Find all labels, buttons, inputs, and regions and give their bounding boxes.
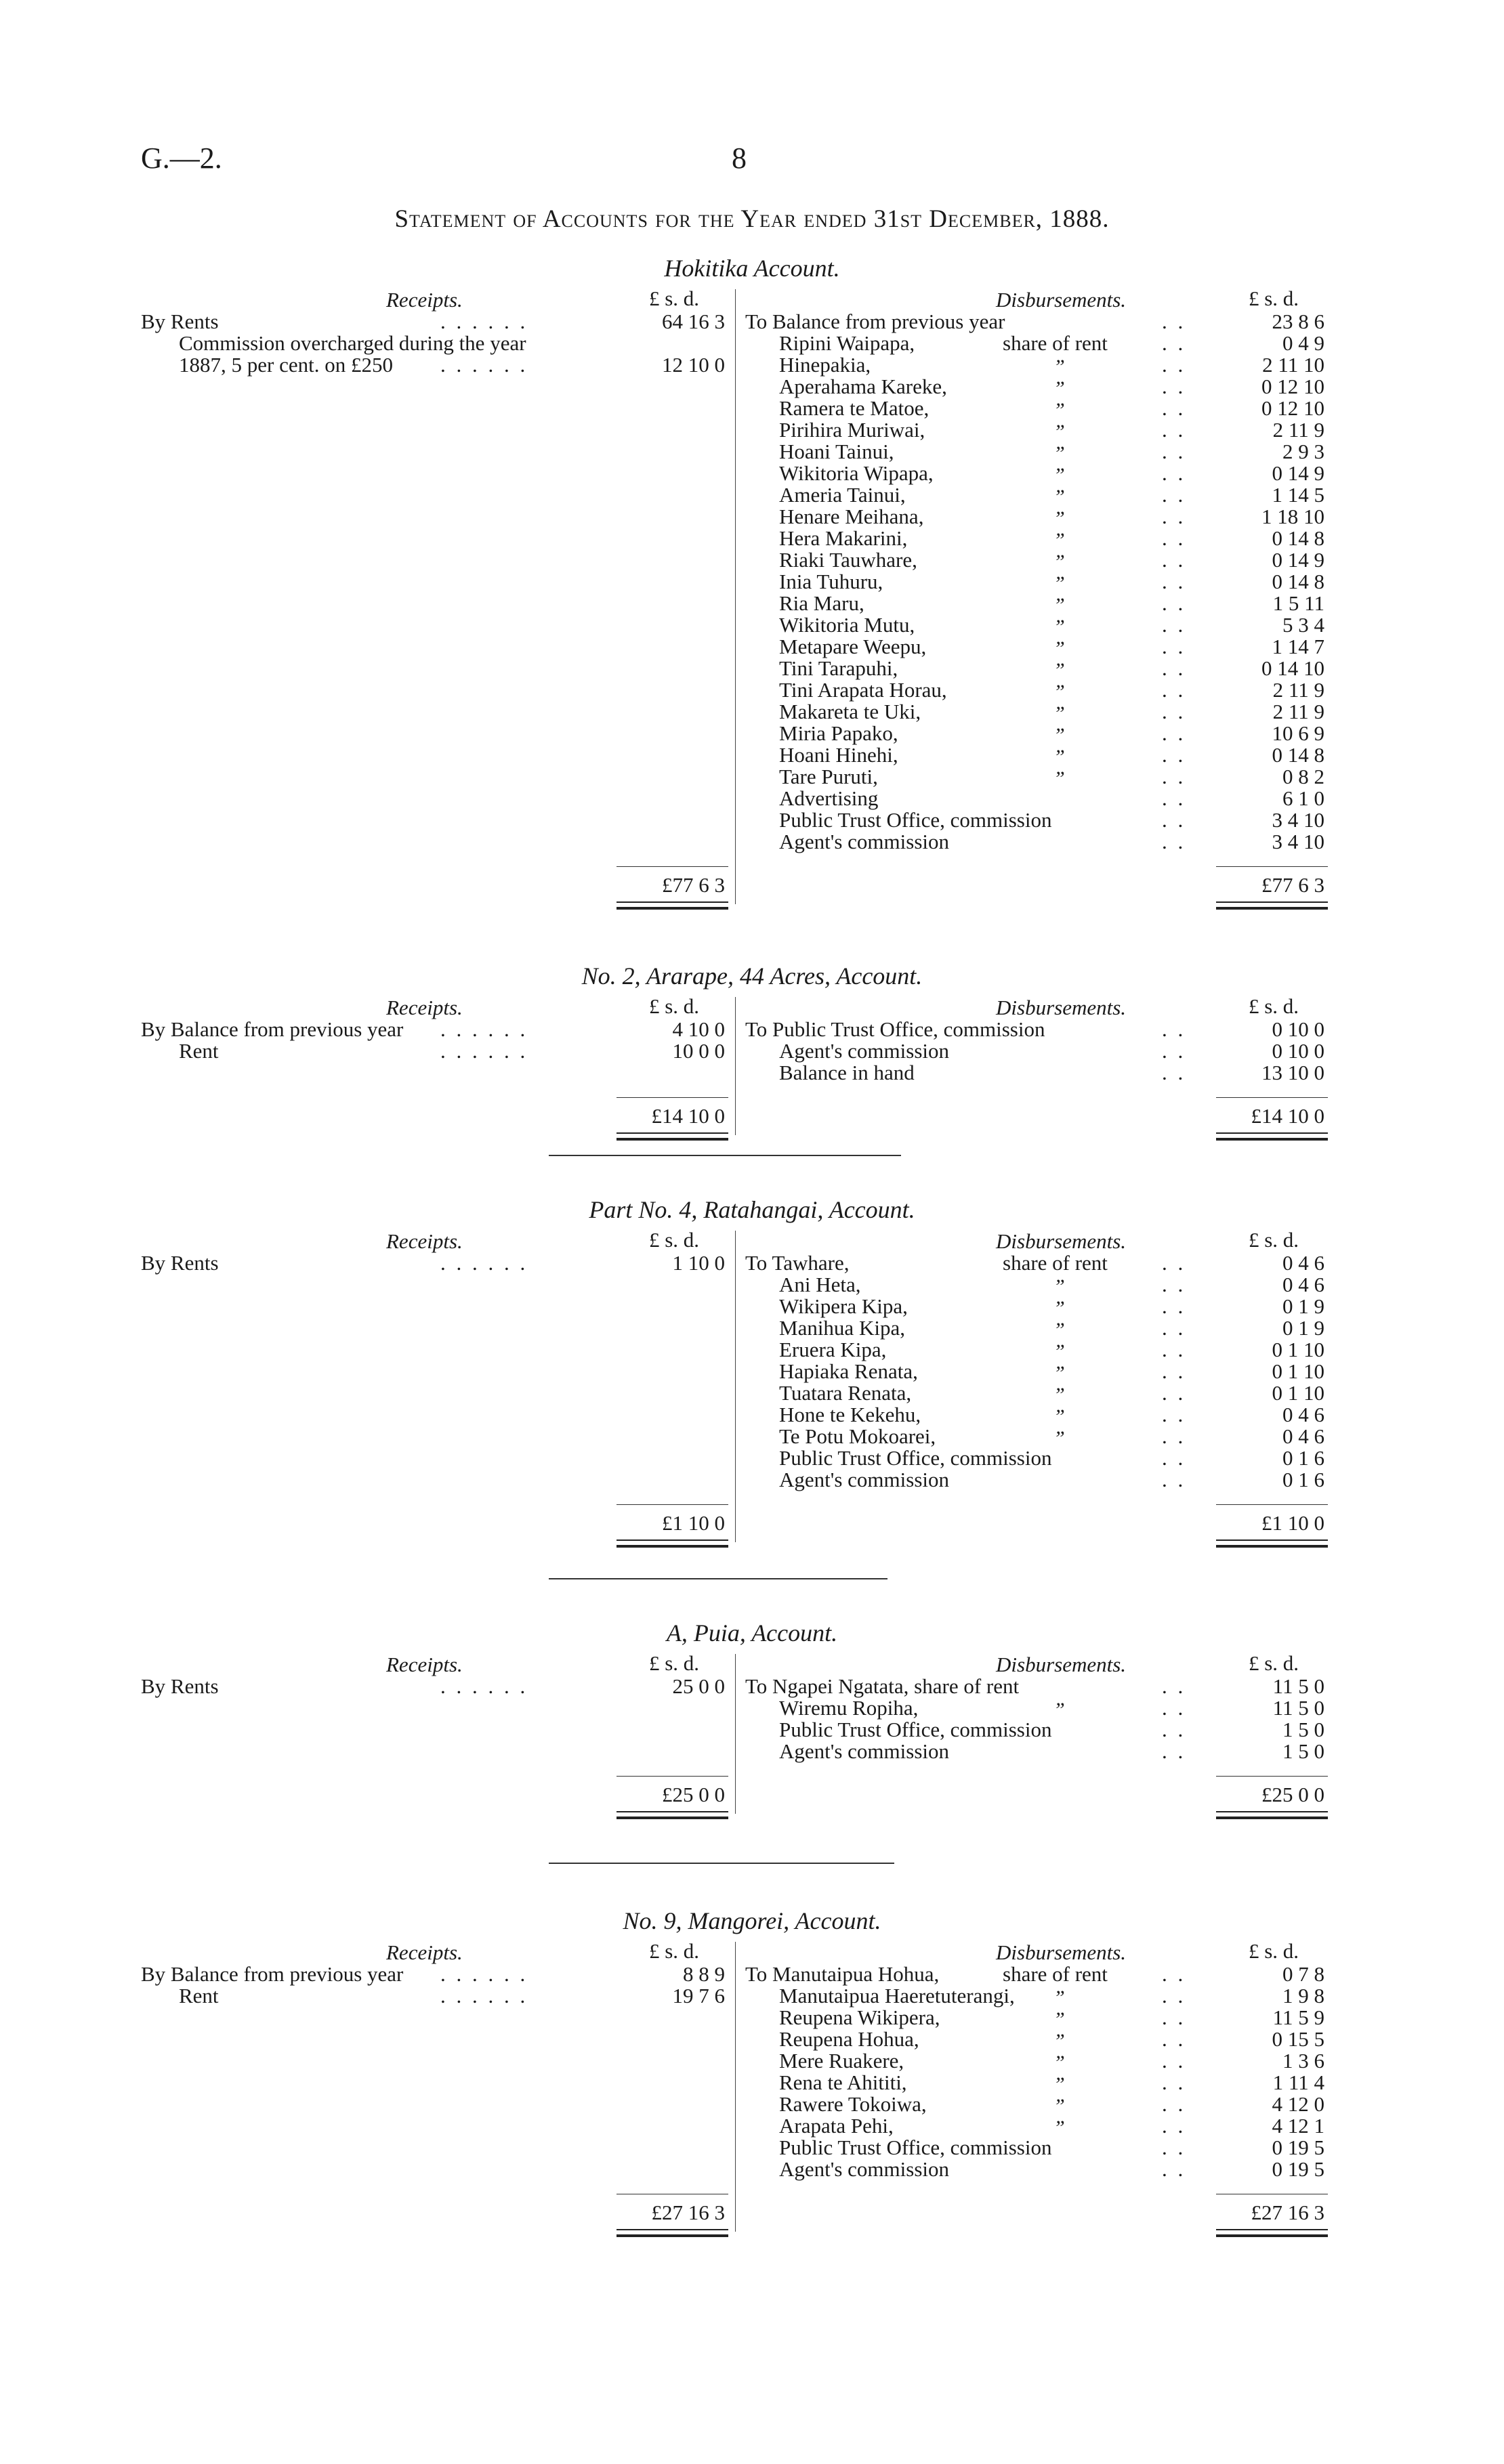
disbursements-total: £14 10 0 bbox=[1251, 1104, 1324, 1128]
column-divider bbox=[735, 289, 736, 904]
leader-dots: . . bbox=[1162, 2136, 1186, 2159]
disbursement-amount: 23 8 6 bbox=[1272, 310, 1324, 333]
disbursement-line: Public Trust Office, commission bbox=[779, 808, 1052, 832]
leader-dots: . . bbox=[1162, 1696, 1186, 1720]
ditto-mark: ” bbox=[1053, 2052, 1065, 2074]
disbursement-line: Te Potu Mokoarei, bbox=[779, 1424, 936, 1448]
disbursement-line: Hoani Hinehi, bbox=[779, 743, 898, 767]
disbursement-line: Tini Arapata Horau, bbox=[779, 678, 947, 702]
leader-dots: . . bbox=[1162, 1424, 1186, 1448]
disbursement-line: Arapata Pehi, bbox=[779, 2114, 894, 2138]
disbursement-line: Reupena Wikipera, bbox=[779, 2005, 940, 2029]
receipt-amount: 4 10 0 bbox=[672, 1017, 725, 1041]
ditto-mark: ” bbox=[1053, 616, 1065, 638]
account-title: No. 2, Ararape, 44 Acres, Account. bbox=[581, 962, 923, 990]
receipts-heading: Receipts. bbox=[386, 1940, 463, 1964]
receipts-total: £77 6 3 bbox=[662, 873, 725, 897]
receipt-amount: 25 0 0 bbox=[672, 1674, 725, 1698]
disbursement-line: Reupena Hohua, bbox=[779, 2027, 919, 2051]
disbursement-amount: 0 8 2 bbox=[1282, 765, 1324, 788]
disbursement-amount: 2 11 9 bbox=[1272, 678, 1324, 702]
currency-header: £ s. d. bbox=[648, 1651, 700, 1675]
leader-dots: . . bbox=[1162, 613, 1186, 637]
leader-dots: . . bbox=[1162, 2049, 1186, 2073]
column-divider bbox=[735, 1231, 736, 1542]
leader-dots: . . bbox=[1162, 483, 1186, 507]
disbursement-amount: 6 1 0 bbox=[1282, 786, 1324, 810]
total-rule bbox=[1216, 1776, 1328, 1777]
disbursements-heading: Disbursements. bbox=[996, 288, 1127, 312]
leader-dots: . . bbox=[1162, 1061, 1186, 1084]
receipt-line: By Rents bbox=[141, 310, 219, 333]
leader-dots: . . bbox=[1162, 310, 1186, 333]
ditto-mark: ” bbox=[1053, 2030, 1065, 2052]
disbursement-line: Ripini Waipapa, bbox=[779, 331, 915, 355]
disbursement-amount: 1 11 4 bbox=[1272, 2070, 1324, 2094]
ditto-mark: ” bbox=[1053, 572, 1065, 595]
disbursement-amount: 0 1 10 bbox=[1272, 1338, 1324, 1361]
leader-dots: . . bbox=[1162, 591, 1186, 615]
disbursement-line: Public Trust Office, commission bbox=[779, 2136, 1052, 2159]
ditto-mark: ” bbox=[1053, 1297, 1065, 1319]
leader-dots: . . bbox=[1162, 765, 1186, 788]
ditto-mark: ” bbox=[1053, 356, 1065, 378]
receipt-line: By Rents bbox=[141, 1674, 219, 1698]
ditto-mark: ” bbox=[1053, 746, 1065, 768]
disbursement-amount: 0 12 10 bbox=[1261, 396, 1324, 420]
disbursement-line: Ria Maru, bbox=[779, 591, 864, 615]
disbursement-line: Inia Tuhuru, bbox=[779, 570, 883, 593]
share-note: share of rent bbox=[1003, 1962, 1108, 1986]
leader-dots: . . bbox=[1162, 1403, 1186, 1426]
currency-header: £ s. d. bbox=[648, 1939, 700, 1963]
double-rule bbox=[617, 901, 728, 910]
currency-header: £ s. d. bbox=[1248, 1228, 1299, 1252]
leader-dots: . . bbox=[1162, 353, 1186, 377]
ditto-mark: ” bbox=[1053, 399, 1065, 421]
disbursement-line: Hapiaka Renata, bbox=[779, 1359, 918, 1383]
disbursement-line: Public Trust Office, commission bbox=[779, 1718, 1052, 1741]
leader-dots: . . bbox=[1162, 548, 1186, 572]
share-note: share of rent bbox=[1003, 331, 1108, 355]
disbursement-line: Makareta te Uki, bbox=[779, 700, 921, 723]
receipts-total: £27 16 3 bbox=[651, 2201, 725, 2224]
disbursements-total: £77 6 3 bbox=[1261, 873, 1324, 897]
disbursement-amount: 0 4 9 bbox=[1282, 331, 1324, 355]
disbursement-amount: 0 1 9 bbox=[1282, 1294, 1324, 1318]
leader-dots: . . bbox=[1162, 700, 1186, 723]
double-rule bbox=[617, 1539, 728, 1548]
disbursements-total: £25 0 0 bbox=[1261, 1783, 1324, 1806]
total-rule bbox=[617, 1776, 728, 1777]
disbursement-line: Advertising bbox=[779, 786, 879, 810]
disbursement-amount: 3 4 10 bbox=[1272, 830, 1324, 853]
leader-dots: . . bbox=[1162, 1718, 1186, 1741]
disbursement-amount: 0 4 6 bbox=[1282, 1251, 1324, 1275]
ditto-mark: ” bbox=[1053, 2073, 1065, 2096]
disbursement-line: To Balance from previous year bbox=[745, 310, 1005, 333]
disbursement-line: Manutaipua Haeretuterangi, bbox=[779, 1984, 1015, 2008]
receipt-amount: 10 0 0 bbox=[672, 1039, 725, 1063]
receipt-line: By Balance from previous year bbox=[141, 1017, 404, 1041]
leader-dots: . . . . . . bbox=[440, 1017, 528, 1041]
disbursement-line: Mere Ruakere, bbox=[779, 2049, 904, 2073]
leader-dots: . . bbox=[1162, 1316, 1186, 1340]
disbursement-line: Hone te Kekehu, bbox=[779, 1403, 921, 1426]
disbursement-amount: 0 19 5 bbox=[1272, 2157, 1324, 2181]
ditto-mark: ” bbox=[1053, 442, 1065, 465]
ditto-mark: ” bbox=[1053, 2117, 1065, 2139]
ditto-mark: ” bbox=[1053, 724, 1065, 746]
ditto-mark: ” bbox=[1053, 659, 1065, 681]
receipt-line: Rent bbox=[179, 1039, 219, 1063]
disbursement-line: Agent's commission bbox=[779, 830, 949, 853]
receipts-heading: Receipts. bbox=[386, 1229, 463, 1253]
ditto-mark: ” bbox=[1053, 594, 1065, 616]
leader-dots: . . bbox=[1162, 721, 1186, 745]
ditto-mark: ” bbox=[1053, 637, 1065, 660]
double-rule bbox=[1216, 2229, 1328, 2237]
statement-title: Statement of Accounts for the Year ended 31st December, 1888. bbox=[394, 205, 1110, 233]
leader-dots: . . bbox=[1162, 396, 1186, 420]
disbursements-total: £1 10 0 bbox=[1261, 1511, 1324, 1535]
ditto-mark: ” bbox=[1053, 681, 1065, 703]
total-rule bbox=[617, 1504, 728, 1505]
leader-dots: . . . . . . bbox=[440, 353, 528, 377]
leader-dots: . . bbox=[1162, 1381, 1186, 1405]
receipts-total: £1 10 0 bbox=[662, 1511, 725, 1535]
receipt-line: 1887, 5 per cent. on £250 bbox=[179, 353, 393, 377]
disbursement-amount: 0 4 6 bbox=[1282, 1424, 1324, 1448]
disbursement-amount: 0 1 10 bbox=[1272, 1359, 1324, 1383]
currency-header: £ s. d. bbox=[648, 1228, 700, 1252]
ditto-mark: ” bbox=[1053, 1384, 1065, 1406]
disbursement-line: Hera Makarini, bbox=[779, 526, 908, 550]
disbursement-line: Miria Papako, bbox=[779, 721, 898, 745]
ditto-mark: ” bbox=[1053, 377, 1065, 400]
receipts-total: £25 0 0 bbox=[662, 1783, 725, 1806]
section-separator bbox=[549, 1578, 887, 1579]
share-note: share of rent bbox=[1003, 1251, 1108, 1275]
ditto-mark: ” bbox=[1053, 1319, 1065, 1341]
leader-dots: . . bbox=[1162, 1294, 1186, 1318]
disbursement-amount: 11 5 0 bbox=[1272, 1674, 1324, 1698]
ditto-mark: ” bbox=[1053, 1699, 1065, 1721]
disbursement-line: Wikitoria Wipapa, bbox=[779, 461, 934, 485]
leader-dots: . . bbox=[1162, 1739, 1186, 1763]
leader-dots: . . bbox=[1162, 1962, 1186, 1986]
account-title: A, Puia, Account. bbox=[666, 1619, 838, 1647]
disbursement-line: Rawere Tokoiwa, bbox=[779, 2092, 927, 2116]
disbursement-amount: 0 14 10 bbox=[1261, 656, 1324, 680]
leader-dots: . . bbox=[1162, 1017, 1186, 1041]
disbursement-line: To Public Trust Office, commission bbox=[745, 1017, 1045, 1041]
disbursement-line: To Tawhare, bbox=[745, 1251, 850, 1275]
disbursement-line: Tini Tarapuhi, bbox=[779, 656, 898, 680]
total-rule bbox=[1216, 1097, 1328, 1098]
disbursement-amount: 0 14 8 bbox=[1272, 743, 1324, 767]
receipt-amount: 19 7 6 bbox=[672, 1984, 725, 2008]
disbursement-amount: 11 5 9 bbox=[1272, 2005, 1324, 2029]
leader-dots: . . bbox=[1162, 440, 1186, 463]
receipt-amount: 1 10 0 bbox=[672, 1251, 725, 1275]
disbursement-line: Balance in hand bbox=[779, 1061, 915, 1084]
leader-dots: . . bbox=[1162, 1359, 1186, 1383]
disbursement-line: Pirihira Muriwai, bbox=[779, 418, 925, 442]
double-rule bbox=[1216, 1539, 1328, 1548]
disbursement-line: Public Trust Office, commission bbox=[779, 1446, 1052, 1470]
leader-dots: . . . . . . bbox=[440, 310, 528, 333]
receipt-line: Rent bbox=[179, 1984, 219, 2008]
disbursement-amount: 1 5 11 bbox=[1272, 591, 1324, 615]
leader-dots: . . bbox=[1162, 1273, 1186, 1296]
leader-dots: . . bbox=[1162, 786, 1186, 810]
account-title: Hokitika Account. bbox=[664, 255, 840, 282]
ditto-mark: ” bbox=[1053, 767, 1065, 790]
disbursements-heading: Disbursements. bbox=[996, 1653, 1127, 1676]
ditto-mark: ” bbox=[1053, 529, 1065, 551]
disbursement-line: Riaki Tauwhare, bbox=[779, 548, 917, 572]
leader-dots: . . . . . . bbox=[440, 1251, 528, 1275]
receipt-amount: 12 10 0 bbox=[662, 353, 725, 377]
disbursement-line: To Ngapei Ngatata, share of rent bbox=[745, 1674, 1020, 1698]
disbursement-amount: 0 10 0 bbox=[1272, 1017, 1324, 1041]
leader-dots: . . bbox=[1162, 1039, 1186, 1063]
leader-dots: . . bbox=[1162, 2005, 1186, 2029]
currency-header: £ s. d. bbox=[1248, 286, 1299, 310]
account-title: Part No. 4, Ratahangai, Account. bbox=[589, 1196, 915, 1223]
leader-dots: . . . . . . bbox=[440, 1039, 528, 1063]
disbursement-line: To Manutaipua Hohua, bbox=[745, 1962, 940, 1986]
leader-dots: . . bbox=[1162, 526, 1186, 550]
disbursement-amount: 0 14 8 bbox=[1272, 526, 1324, 550]
leader-dots: . . bbox=[1162, 1338, 1186, 1361]
disbursement-line: Ani Heta, bbox=[779, 1273, 861, 1296]
receipt-amount: 64 16 3 bbox=[662, 310, 725, 333]
disbursement-amount: 1 5 0 bbox=[1282, 1718, 1324, 1741]
disbursement-amount: 3 4 10 bbox=[1272, 808, 1324, 832]
leader-dots: . . bbox=[1162, 656, 1186, 680]
ditto-mark: ” bbox=[1053, 486, 1065, 508]
disbursement-line: Ramera te Matoe, bbox=[779, 396, 929, 420]
leader-dots: . . bbox=[1162, 743, 1186, 767]
ditto-mark: ” bbox=[1053, 1362, 1065, 1384]
disbursement-line: Agent's commission bbox=[779, 2157, 949, 2181]
receipts-total: £14 10 0 bbox=[651, 1104, 725, 1128]
leader-dots: . . bbox=[1162, 830, 1186, 853]
disbursement-amount: 4 12 1 bbox=[1272, 2114, 1324, 2138]
disbursement-amount: 2 11 10 bbox=[1262, 353, 1324, 377]
disbursement-line: Agent's commission bbox=[779, 1468, 949, 1491]
disbursement-amount: 13 10 0 bbox=[1261, 1061, 1324, 1084]
leader-dots: . . bbox=[1162, 1984, 1186, 2008]
disbursement-amount: 11 5 0 bbox=[1272, 1696, 1324, 1720]
leader-dots: . . . . . . bbox=[440, 1984, 528, 2008]
page-ref: G.—2. bbox=[141, 142, 222, 175]
ditto-mark: ” bbox=[1053, 702, 1065, 725]
ditto-mark: ” bbox=[1053, 1427, 1065, 1449]
ditto-mark: ” bbox=[1053, 1275, 1065, 1298]
leader-dots: . . bbox=[1162, 375, 1186, 398]
receipts-heading: Receipts. bbox=[386, 1653, 463, 1676]
receipts-heading: Receipts. bbox=[386, 996, 463, 1019]
currency-header: £ s. d. bbox=[648, 286, 700, 310]
ditto-mark: ” bbox=[1053, 2095, 1065, 2117]
disbursement-line: Wikipera Kipa, bbox=[779, 1294, 908, 1318]
section-separator bbox=[549, 1863, 894, 1864]
leader-dots: . . bbox=[1162, 2027, 1186, 2051]
leader-dots: . . bbox=[1162, 418, 1186, 442]
disbursement-amount: 0 14 9 bbox=[1272, 461, 1324, 485]
leader-dots: . . bbox=[1162, 635, 1186, 658]
disbursement-line: Wiremu Ropiha, bbox=[779, 1696, 919, 1720]
total-rule bbox=[1216, 866, 1328, 867]
ditto-mark: ” bbox=[1053, 464, 1065, 486]
leader-dots: . . bbox=[1162, 678, 1186, 702]
disbursement-amount: 0 14 9 bbox=[1272, 548, 1324, 572]
disbursement-amount: 0 1 10 bbox=[1272, 1381, 1324, 1405]
disbursement-line: Eruera Kipa, bbox=[779, 1338, 887, 1361]
disbursement-line: Metapare Weepu, bbox=[779, 635, 927, 658]
disbursement-amount: 1 3 6 bbox=[1282, 2049, 1324, 2073]
leader-dots: . . bbox=[1162, 505, 1186, 528]
disbursement-amount: 1 18 10 bbox=[1261, 505, 1324, 528]
section-separator bbox=[549, 1155, 901, 1156]
disbursement-line: Tuatara Renata, bbox=[779, 1381, 912, 1405]
disbursements-total: £27 16 3 bbox=[1251, 2201, 1324, 2224]
double-rule bbox=[1216, 1132, 1328, 1141]
leader-dots: . . . . . . bbox=[440, 1962, 528, 1986]
double-rule bbox=[617, 1811, 728, 1819]
disbursement-line: Tare Puruti, bbox=[779, 765, 878, 788]
disbursement-line: Agent's commission bbox=[779, 1039, 949, 1063]
disbursement-line: Ameria Tainui, bbox=[779, 483, 906, 507]
disbursement-amount: 0 1 6 bbox=[1282, 1468, 1324, 1491]
total-rule bbox=[617, 866, 728, 867]
disbursement-amount: 1 14 7 bbox=[1272, 635, 1324, 658]
disbursement-amount: 0 10 0 bbox=[1272, 1039, 1324, 1063]
ditto-mark: ” bbox=[1053, 421, 1065, 443]
column-divider bbox=[735, 1654, 736, 1814]
disbursement-amount: 0 1 6 bbox=[1282, 1446, 1324, 1470]
disbursement-amount: 2 11 9 bbox=[1272, 700, 1324, 723]
disbursement-amount: 0 12 10 bbox=[1261, 375, 1324, 398]
page-number: 8 bbox=[732, 142, 747, 175]
disbursement-line: Manihua Kipa, bbox=[779, 1316, 905, 1340]
disbursement-amount: 4 12 0 bbox=[1272, 2092, 1324, 2116]
currency-header: £ s. d. bbox=[1248, 994, 1299, 1018]
disbursement-amount: 0 7 8 bbox=[1282, 1962, 1324, 1986]
disbursement-amount: 10 6 9 bbox=[1272, 721, 1324, 745]
column-divider bbox=[735, 1942, 736, 2232]
disbursement-amount: 1 14 5 bbox=[1272, 483, 1324, 507]
leader-dots: . . bbox=[1162, 2157, 1186, 2181]
leader-dots: . . bbox=[1162, 2070, 1186, 2094]
double-rule bbox=[1216, 901, 1328, 910]
disbursement-amount: 5 3 4 bbox=[1282, 613, 1324, 637]
receipt-amount: 8 8 9 bbox=[683, 1962, 725, 1986]
disbursement-amount: 0 4 6 bbox=[1282, 1273, 1324, 1296]
currency-header: £ s. d. bbox=[1248, 1939, 1299, 1963]
double-rule bbox=[617, 1132, 728, 1141]
leader-dots: . . bbox=[1162, 1674, 1186, 1698]
ditto-mark: ” bbox=[1053, 1987, 1065, 2009]
leader-dots: . . bbox=[1162, 1446, 1186, 1470]
double-rule bbox=[617, 2229, 728, 2237]
ditto-mark: ” bbox=[1053, 551, 1065, 573]
currency-header: £ s. d. bbox=[648, 994, 700, 1018]
leader-dots: . . bbox=[1162, 331, 1186, 355]
disbursement-amount: 0 4 6 bbox=[1282, 1403, 1324, 1426]
currency-header: £ s. d. bbox=[1248, 1651, 1299, 1675]
receipts-heading: Receipts. bbox=[386, 288, 463, 312]
leader-dots: . . bbox=[1162, 570, 1186, 593]
leader-dots: . . bbox=[1162, 461, 1186, 485]
disbursement-amount: 2 11 9 bbox=[1272, 418, 1324, 442]
disbursements-heading: Disbursements. bbox=[996, 996, 1127, 1019]
disbursement-line: Aperahama Kareke, bbox=[779, 375, 947, 398]
disbursement-line: Henare Meihana, bbox=[779, 505, 924, 528]
disbursement-line: Hinepakia, bbox=[779, 353, 871, 377]
leader-dots: . . bbox=[1162, 1251, 1186, 1275]
leader-dots: . . bbox=[1162, 1468, 1186, 1491]
disbursement-amount: 0 1 9 bbox=[1282, 1316, 1324, 1340]
disbursement-amount: 1 5 0 bbox=[1282, 1739, 1324, 1763]
receipt-line: Commission overcharged during the year bbox=[179, 331, 526, 355]
ditto-mark: ” bbox=[1053, 507, 1065, 530]
disbursement-line: Wikitoria Mutu, bbox=[779, 613, 915, 637]
disbursement-line: Agent's commission bbox=[779, 1739, 949, 1763]
ditto-mark: ” bbox=[1053, 1340, 1065, 1363]
leader-dots: . . bbox=[1162, 2114, 1186, 2138]
disbursement-amount: 0 15 5 bbox=[1272, 2027, 1324, 2051]
ditto-mark: ” bbox=[1053, 2008, 1065, 2031]
disbursement-line: Rena te Ahititi, bbox=[779, 2070, 907, 2094]
leader-dots: . . . . . . bbox=[440, 1674, 528, 1698]
receipt-line: By Rents bbox=[141, 1251, 219, 1275]
leader-dots: . . bbox=[1162, 2092, 1186, 2116]
double-rule bbox=[1216, 1811, 1328, 1819]
column-divider bbox=[735, 997, 736, 1135]
total-rule bbox=[617, 1097, 728, 1098]
receipt-line: By Balance from previous year bbox=[141, 1962, 404, 1986]
account-title: No. 9, Mangorei, Account. bbox=[623, 1907, 881, 1934]
disbursements-heading: Disbursements. bbox=[996, 1940, 1127, 1964]
disbursement-amount: 0 14 8 bbox=[1272, 570, 1324, 593]
disbursement-line: Hoani Tainui, bbox=[779, 440, 894, 463]
leader-dots: . . bbox=[1162, 808, 1186, 832]
disbursements-heading: Disbursements. bbox=[996, 1229, 1127, 1253]
ditto-mark: ” bbox=[1053, 1405, 1065, 1428]
total-rule bbox=[1216, 1504, 1328, 1505]
disbursement-amount: 0 19 5 bbox=[1272, 2136, 1324, 2159]
disbursement-amount: 1 9 8 bbox=[1282, 1984, 1324, 2008]
disbursement-amount: 2 9 3 bbox=[1282, 440, 1324, 463]
